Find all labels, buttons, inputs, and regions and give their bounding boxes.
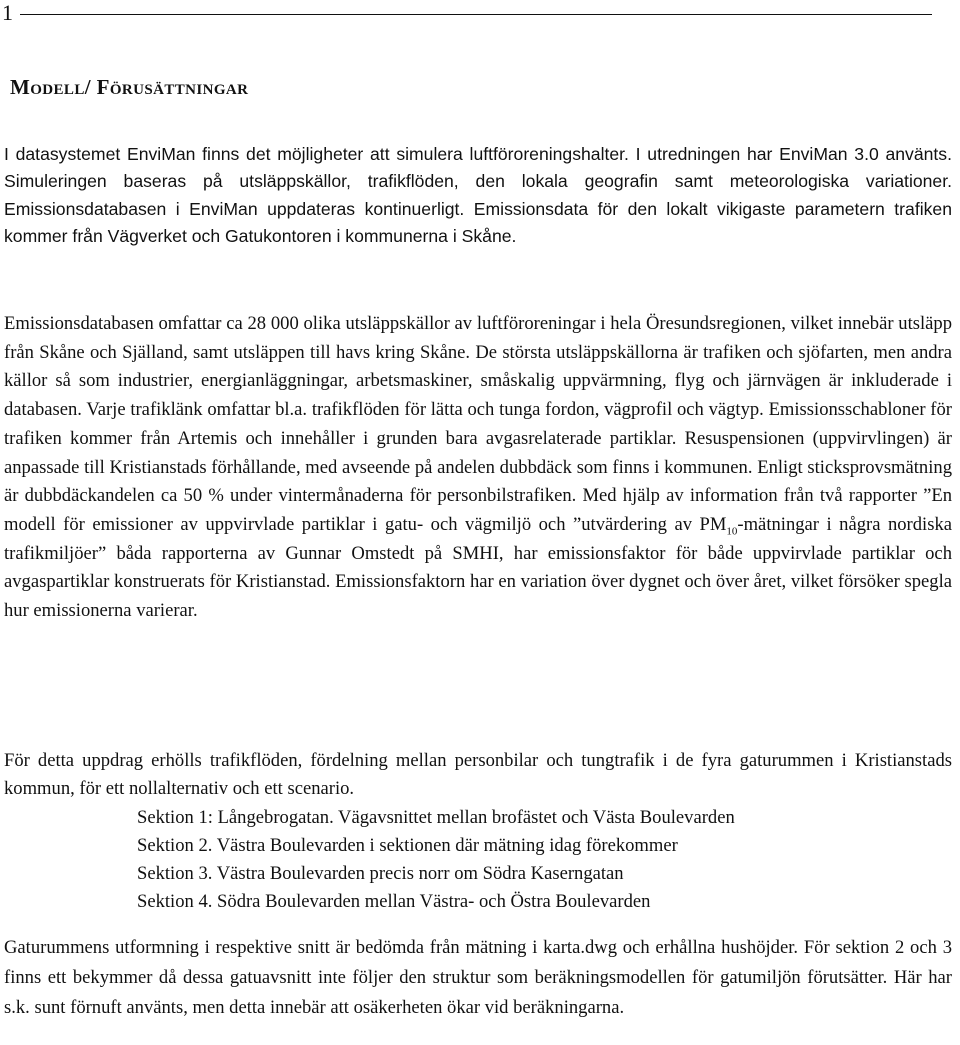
paragraph-enviman-intro: I datasystemet EnviMan finns det möjligheter att simulera luftföroreningshalter. I utredningen har EnviMan 3.0 använts. Simuleringen baseras på utsläppskällor, trafikflöden, den lokala geografin samt meteorologiska variationer. Emissionsdatabasen i EnviMan uppdateras kontinuerligt. Emissionsdata för den lokalt vikigaste parametern trafiken kommer från Vägverket och Gatukontoren i kommunerna i Skåne.: [4, 144, 952, 246]
header-rule: [20, 14, 932, 15]
section-list-item: Sektion 2. Västra Boulevarden i sektionen där mätning idag förekommer: [137, 835, 678, 856]
section-list-item: Sektion 3. Västra Boulevarden precis norr om Södra Kaserngatan: [137, 863, 624, 884]
section-list-item: Sektion 4. Södra Boulevarden mellan Västra- och Östra Boulevarden: [137, 891, 651, 912]
pm-subscript: 10: [726, 525, 738, 538]
paragraph-emission-database: [4, 310, 952, 626]
page-header: [0, 0, 960, 24]
paragraph-street-geometry: Gaturummens utformning i respektive snitt är bedömda från mätning i karta.dwg och erhållna hushöjder. För sektion 2 och 3 finns ett bekymmer då dessa gatuavsnitt inte följer den struktur som beräkningsmodellen för gatumiljön förutsätter. Här har s.k. sunt förnuft använts, men detta innebär att osäkerheten ökar vid beräkningarna.: [4, 937, 952, 1018]
page-number: 1: [2, 0, 13, 25]
paragraph-emission-database-text-a: Emissionsdatabasen omfattar ca 28 000 olika utsläppskällor av luftföroreningar i hela Öresundsregionen, vilket innebär utsläpp från Skåne och Själland, samt utsläppen till havs kring Skåne. De största utsläppskällorna är trafiken och sjöfarten, men andra källor så som industrier, energianläggningar, arbetsmaskiner, småskalig uppvärmning, flyg och järnvägen är inkluderade i databasen. Varje trafiklänk omfattar bl.a. trafikflöden för lätta och tunga fordon, vägprofil och vägtyp. Emissionsschabloner för trafiken kommer från Artemis och innehåller i grunden bara avgasrelaterade partiklar. Resuspensionen (uppvirvlingen) är anpassade till Kristianstads förhållande, med avseende på andelen dubbdäck som finns i kommunen. Enligt sticksprovsmätning är dubbdäckandelen ca 50 % under vintermånaderna för personbilstrafiken. Med hjälp av information från två rapporter ”En modell för emissioner av uppvirvlade partiklar i gatu- och vägmiljö och ”utvärdering av PM: [4, 313, 952, 535]
section-list-item: Sektion 1: Långebrogatan. Vägavsnittet mellan brofästet och Västa Boulevarden: [137, 807, 735, 828]
paragraph-emission-database-text-b: -mätningar i några nordiska trafikmiljöer” båda rapporterna av Gunnar Omstedt på SMHI, har emissionsfaktor för både uppvirvlade partiklar och avgaspartiklar konstruerats för Kristianstad. Emissionsfaktorn har en variation över dygnet och över året, vilket försöker spegla hur emissionerna varierar.: [4, 513, 953, 622]
paragraph-assignment: För detta uppdrag erhölls trafikflöden, fördelning mellan personbilar och tungtrafik i de fyra gaturummen i Kristianstads kommun, för ett nollalternativ och ett scenario.: [4, 750, 952, 799]
section-heading: Modell/ Förusättningar: [10, 75, 249, 99]
section-list: [137, 804, 735, 916]
